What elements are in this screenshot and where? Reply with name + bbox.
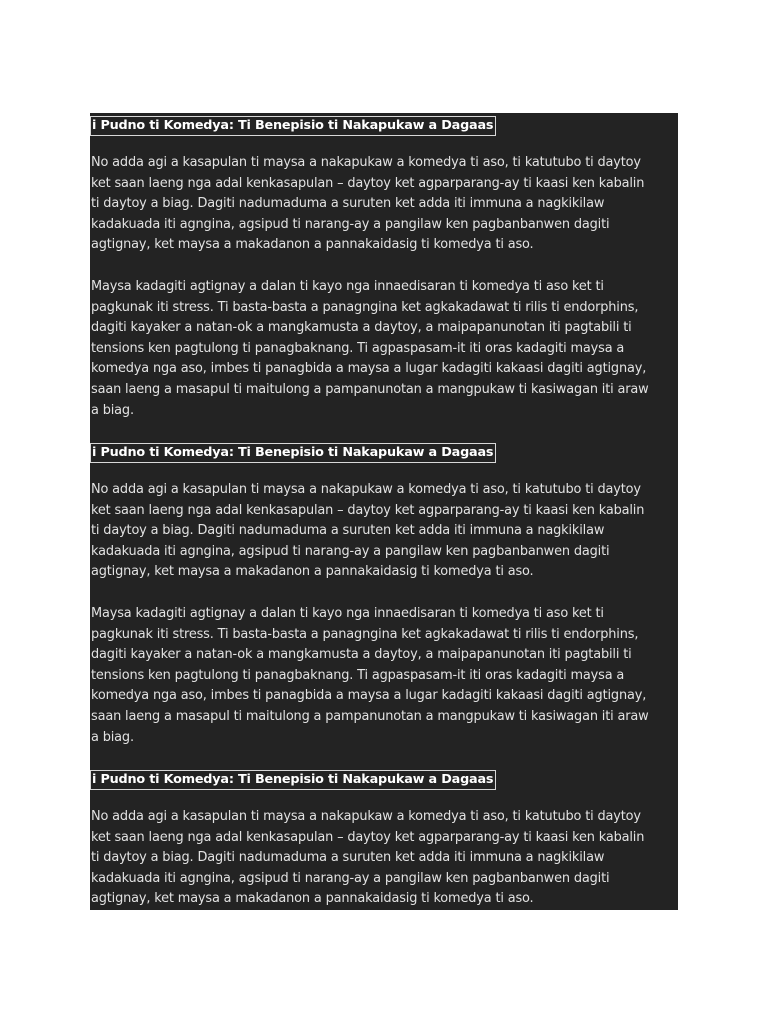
section-heading: i Pudno ti Komedya: Ti Benepisio ti Nakapukaw a Dagaas [90, 443, 496, 463]
text-line: tensions ken pagtulong ti panagbaknang. Ti agpaspasam-it iti oras kadagiti maysa a [91, 667, 625, 683]
text-line: komedya nga aso, imbes ti panagbida a maysa a lugar kadagiti kakaasi dagiti agtignay, [91, 361, 647, 377]
text-line: Maysa kadagiti agtignay a dalan ti kayo nga innaedisaran ti komedya ti aso ket ti [91, 279, 604, 294]
text-line: kadakuada iti agngina, agsipud ti narang-ay a pangilaw ken pagbanbanwen dagiti [91, 870, 610, 886]
text-line: a biag. [91, 402, 134, 418]
document-section [90, 768, 678, 907]
paragraph [91, 480, 644, 583]
document-page [90, 113, 678, 910]
text-line: pagkunak iti stress. Ti basta-basta a panagngina ket agkakadawat ti rilis ti endorphins, [91, 626, 639, 642]
text-line: ket saan laeng nga adal kenkasapulan – daytoy ket agparparang-ay ti kaasi ken kabalin [91, 502, 645, 518]
section-heading: i Pudno ti Komedya: Ti Benepisio ti Nakapukaw a Dagaas [90, 116, 496, 136]
text-line: pagkunak iti stress. Ti basta-basta a panagngina ket agkakadawat ti rilis ti endorphins, [91, 299, 639, 315]
text-line: No adda agi a kasapulan ti maysa a nakapukaw a komedya ti aso, ti katutubo ti daytoy [91, 155, 641, 170]
text-line: saan laeng a masapul ti maitulong a pampanunotan a mangpukaw ti kasiwagan iti araw [91, 381, 649, 397]
text-line: tensions ken pagtulong ti panagbaknang. Ti agpaspasam-it iti oras kadagiti maysa a [91, 340, 625, 356]
text-line: komedya nga aso, imbes ti panagbida a maysa a lugar kadagiti kakaasi dagiti agtignay, [91, 688, 647, 704]
text-line: No adda agi a kasapulan ti maysa a nakapukaw a komedya ti aso, ti katutubo ti daytoy [91, 809, 641, 824]
text-line: agtignay, ket maysa a makadanon a pannakaidasig ti komedya ti aso. [91, 891, 534, 907]
text-line: dagiti kayaker a natan-ok a mangkamusta a daytoy, a maipapanunotan iti pagtabili ti [91, 647, 632, 663]
text-line: No adda agi a kasapulan ti maysa a nakapukaw a komedya ti aso, ti katutubo ti daytoy [91, 482, 641, 497]
text-line: ket saan laeng nga adal kenkasapulan – daytoy ket agparparang-ay ti kaasi ken kabalin [91, 175, 645, 191]
text-line: ti daytoy a biag. Dagiti nadumaduma a suruten ket adda iti immuna a nagkikilaw [91, 196, 605, 212]
text-line: Maysa kadagiti agtignay a dalan ti kayo nga innaedisaran ti komedya ti aso ket ti [91, 606, 604, 621]
text-line: kadakuada iti agngina, agsipud ti narang-ay a pangilaw ken pagbanbanwen dagiti [91, 543, 610, 559]
text-line: saan laeng a masapul ti maitulong a pampanunotan a mangpukaw ti kasiwagan iti araw [91, 708, 649, 724]
text-line: dagiti kayaker a natan-ok a mangkamusta a daytoy, a maipapanunotan iti pagtabili ti [91, 320, 632, 336]
text-line: agtignay, ket maysa a makadanon a pannakaidasig ti komedya ti aso. [91, 237, 534, 253]
text-line: a biag. [91, 729, 134, 745]
section-heading: i Pudno ti Komedya: Ti Benepisio ti Nakapukaw a Dagaas [90, 770, 496, 790]
paragraph [91, 807, 644, 910]
text-line: ti daytoy a biag. Dagiti nadumaduma a suruten ket adda iti immuna a nagkikilaw [91, 850, 605, 866]
text-line: kadakuada iti agngina, agsipud ti narang-ay a pangilaw ken pagbanbanwen dagiti [91, 216, 610, 232]
text-line: ket saan laeng nga adal kenkasapulan – daytoy ket agparparang-ay ti kaasi ken kabalin [91, 829, 645, 845]
paragraph [91, 604, 649, 748]
text-line: agtignay, ket maysa a makadanon a pannakaidasig ti komedya ti aso. [91, 564, 534, 580]
document-section [90, 441, 678, 745]
document-section [90, 114, 678, 418]
paragraph [91, 153, 644, 256]
paragraph [91, 277, 649, 421]
text-line: ti daytoy a biag. Dagiti nadumaduma a suruten ket adda iti immuna a nagkikilaw [91, 523, 605, 539]
